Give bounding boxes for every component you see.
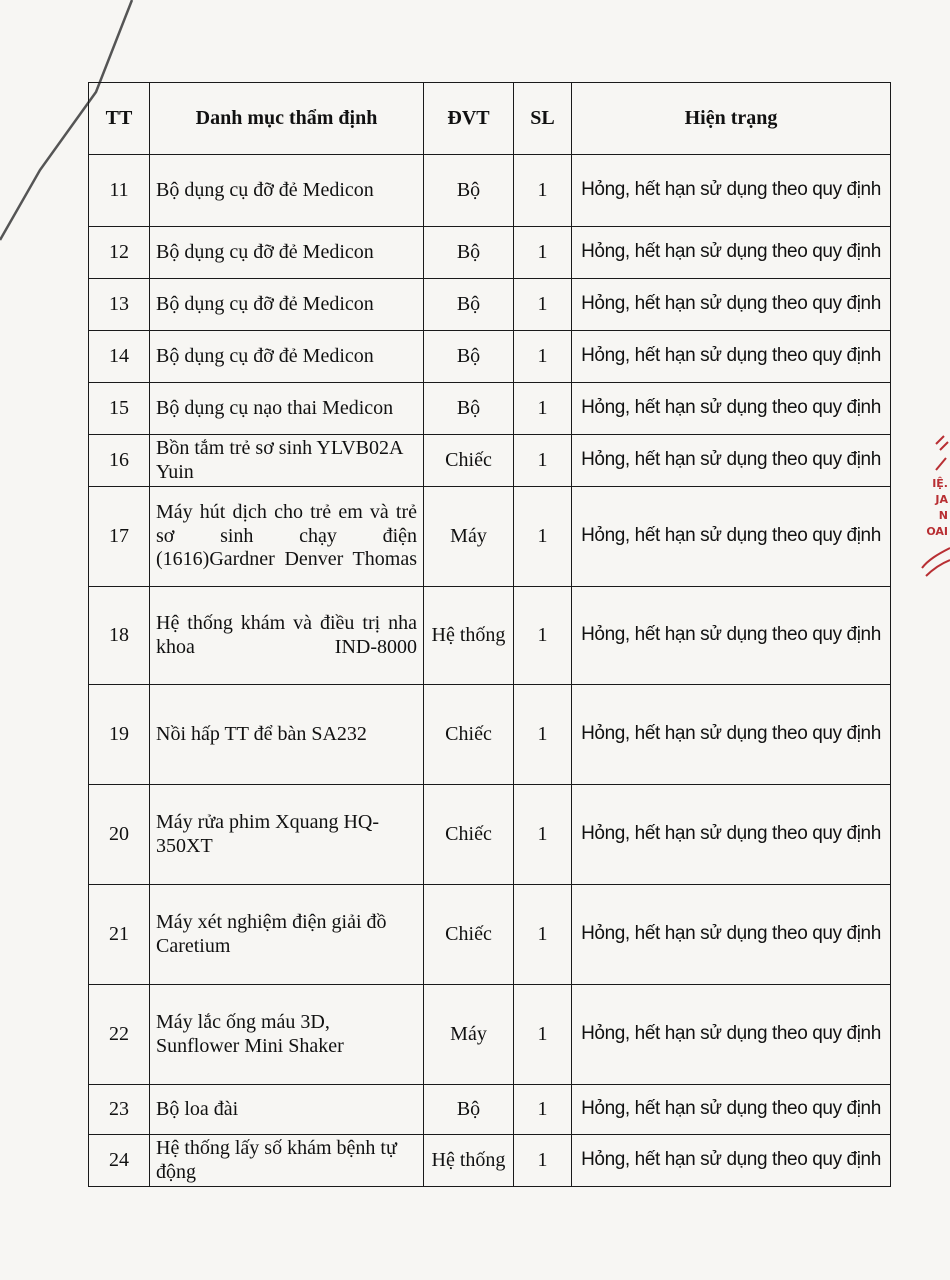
row-number: 12 xyxy=(89,227,150,279)
header-qty: SL xyxy=(514,83,572,155)
table-row xyxy=(89,985,891,1085)
item-quantity: 1 xyxy=(514,685,572,785)
item-name: Bộ dụng cụ đỡ đẻ Medicon xyxy=(150,227,424,279)
stamp-fragment: JA xyxy=(935,493,948,506)
item-status: Hỏng, hết hạn sử dụng theo quy định xyxy=(572,227,891,279)
item-name: Máy lắc ống máu 3D, Sunflower Mini Shaker xyxy=(150,985,424,1085)
item-quantity: 1 xyxy=(514,155,572,227)
item-name: Hệ thống khám và điều trị nha khoa IND-8000 xyxy=(150,587,424,685)
header-tt: TT xyxy=(89,83,150,155)
row-number: 19 xyxy=(89,685,150,785)
table-row xyxy=(89,685,891,785)
stamp-fragment: OAI xyxy=(926,525,948,538)
inventory-table xyxy=(88,82,891,1187)
item-name: Bộ dụng cụ đỡ đẻ Medicon xyxy=(150,155,424,227)
item-name: Hệ thống lấy số khám bệnh tự động xyxy=(150,1135,424,1187)
item-name: Máy rửa phim Xquang HQ-350XT xyxy=(150,785,424,885)
row-number: 20 xyxy=(89,785,150,885)
item-quantity: 1 xyxy=(514,885,572,985)
row-number: 15 xyxy=(89,383,150,435)
item-status: Hỏng, hết hạn sử dụng theo quy định xyxy=(572,331,891,383)
item-status: Hỏng, hết hạn sử dụng theo quy định xyxy=(572,587,891,685)
item-unit: Bộ xyxy=(424,383,514,435)
row-number: 18 xyxy=(89,587,150,685)
item-status: Hỏng, hết hạn sử dụng theo quy định xyxy=(572,279,891,331)
item-unit: Chiếc xyxy=(424,435,514,487)
item-name: Bộ dụng cụ đỡ đẻ Medicon xyxy=(150,279,424,331)
item-status: Hỏng, hết hạn sử dụng theo quy định xyxy=(572,1135,891,1187)
table-row xyxy=(89,587,891,685)
item-quantity: 1 xyxy=(514,587,572,685)
item-status: Hỏng, hết hạn sử dụng theo quy định xyxy=(572,785,891,885)
row-number: 23 xyxy=(89,1085,150,1135)
row-number: 24 xyxy=(89,1135,150,1187)
row-number: 16 xyxy=(89,435,150,487)
item-unit: Bộ xyxy=(424,227,514,279)
item-quantity: 1 xyxy=(514,279,572,331)
table-header-row xyxy=(89,83,891,155)
item-name: Máy hút dịch cho trẻ em và trẻ sơ sinh chạy điện (1616)Gardner Denver Thomas xyxy=(150,487,424,587)
item-name: Nồi hấp TT để bàn SA232 xyxy=(150,685,424,785)
item-unit: Bộ xyxy=(424,331,514,383)
row-number: 11 xyxy=(89,155,150,227)
item-quantity: 1 xyxy=(514,383,572,435)
item-status: Hỏng, hết hạn sử dụng theo quy định xyxy=(572,487,891,587)
item-unit: Hệ thống xyxy=(424,587,514,685)
row-number: 14 xyxy=(89,331,150,383)
row-number: 13 xyxy=(89,279,150,331)
item-name: Bộ loa đài xyxy=(150,1085,424,1135)
item-quantity: 1 xyxy=(514,487,572,587)
item-quantity: 1 xyxy=(514,331,572,383)
table-row xyxy=(89,487,891,587)
header-name: Danh mục thẩm định xyxy=(150,83,424,155)
table-row xyxy=(89,279,891,331)
item-name: Bộ dụng cụ nạo thai Medicon xyxy=(150,383,424,435)
item-status: Hỏng, hết hạn sử dụng theo quy định xyxy=(572,155,891,227)
table-row xyxy=(89,1135,891,1187)
table-row xyxy=(89,155,891,227)
item-quantity: 1 xyxy=(514,1085,572,1135)
table-row xyxy=(89,785,891,885)
item-status: Hỏng, hết hạn sử dụng theo quy định xyxy=(572,985,891,1085)
item-status: Hỏng, hết hạn sử dụng theo quy định xyxy=(572,435,891,487)
table-row xyxy=(89,435,891,487)
table-row xyxy=(89,383,891,435)
table-row xyxy=(89,227,891,279)
item-unit: Chiếc xyxy=(424,885,514,985)
item-name: Máy xét nghiệm điện giải đồ Caretium xyxy=(150,885,424,985)
item-quantity: 1 xyxy=(514,435,572,487)
table-row xyxy=(89,1085,891,1135)
item-quantity: 1 xyxy=(514,785,572,885)
header-unit: ĐVT xyxy=(424,83,514,155)
item-unit: Bộ xyxy=(424,1085,514,1135)
item-unit: Máy xyxy=(424,487,514,587)
item-status: Hỏng, hết hạn sử dụng theo quy định xyxy=(572,885,891,985)
stamp-fragment: N xyxy=(938,509,948,522)
item-unit: Bộ xyxy=(424,279,514,331)
item-unit: Bộ xyxy=(424,155,514,227)
row-number: 22 xyxy=(89,985,150,1085)
header-status: Hiện trạng xyxy=(572,83,891,155)
item-quantity: 1 xyxy=(514,227,572,279)
item-status: Hỏng, hết hạn sử dụng theo quy định xyxy=(572,685,891,785)
item-unit: Chiếc xyxy=(424,785,514,885)
item-quantity: 1 xyxy=(514,1135,572,1187)
item-quantity: 1 xyxy=(514,985,572,1085)
item-unit: Chiếc xyxy=(424,685,514,785)
item-name: Bộ dụng cụ đỡ đẻ Medicon xyxy=(150,331,424,383)
item-name: Bồn tắm trẻ sơ sinh YLVB02A Yuin xyxy=(150,435,424,487)
row-number: 17 xyxy=(89,487,150,587)
table-row xyxy=(89,331,891,383)
stamp-text xyxy=(918,476,948,540)
item-status: Hỏng, hết hạn sử dụng theo quy định xyxy=(572,383,891,435)
table-row xyxy=(89,885,891,985)
item-unit: Hệ thống xyxy=(424,1135,514,1187)
row-number: 21 xyxy=(89,885,150,985)
item-unit: Máy xyxy=(424,985,514,1085)
stamp-fragment: IỆ. xyxy=(932,477,948,490)
item-status: Hỏng, hết hạn sử dụng theo quy định xyxy=(572,1085,891,1135)
